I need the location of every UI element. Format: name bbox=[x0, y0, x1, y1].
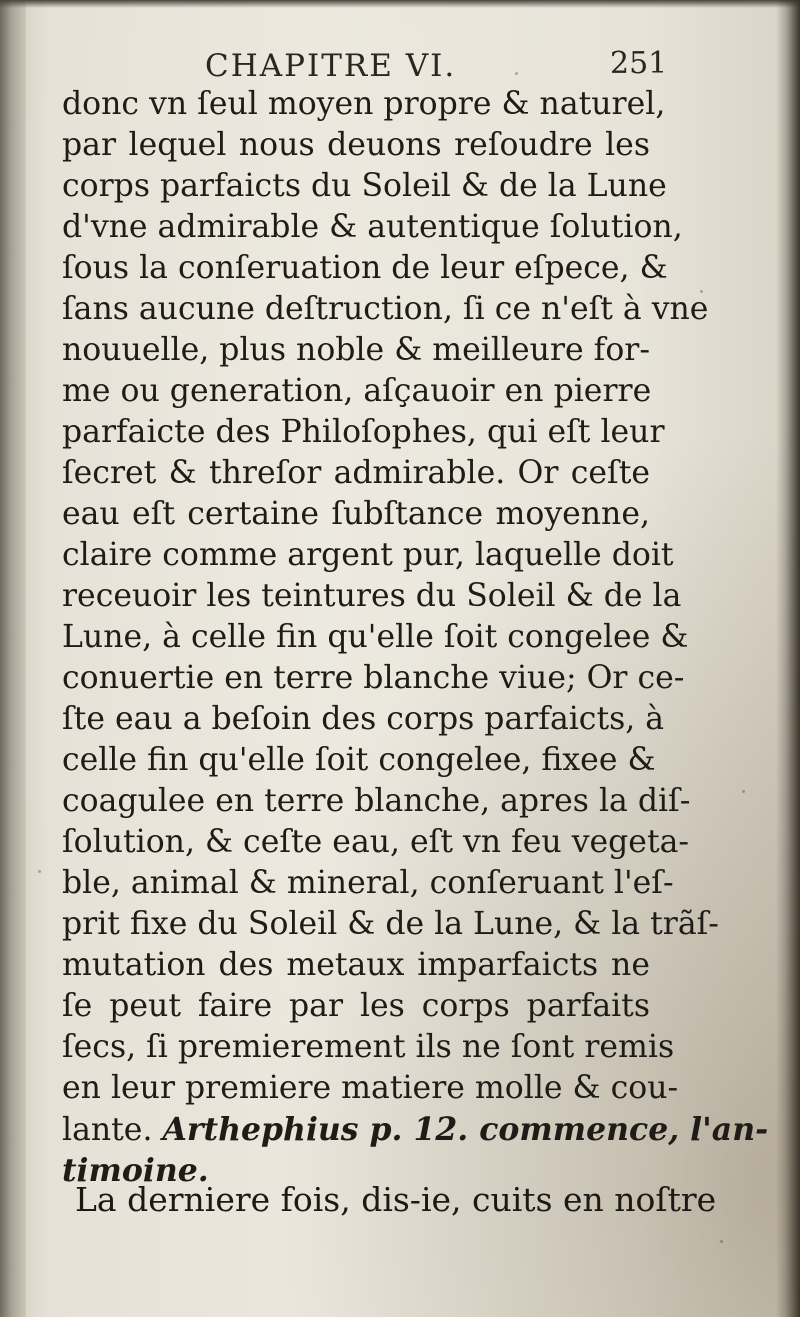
paper-speck bbox=[720, 1240, 723, 1243]
text-line: Lune, à celle fin qu'elle ſoit congelee & bbox=[62, 619, 689, 655]
text-line: ſecs, ſi premierement ils ne ſont remis bbox=[62, 1029, 675, 1065]
paper-speck bbox=[700, 290, 703, 293]
text-line: en leur premiere matiere molle & cou- bbox=[62, 1070, 679, 1106]
marginal-reference: Arthephius p. 12. commence, l'an- bbox=[162, 1111, 769, 1148]
paper-speck bbox=[515, 72, 518, 75]
text-fragment: lante. bbox=[62, 1112, 153, 1148]
text-line: coagulee en terre blanche, apres la diſ- bbox=[62, 783, 691, 819]
marginal-reference-end: timoine. bbox=[62, 1152, 209, 1189]
page-edge-shadow bbox=[776, 0, 800, 1317]
text-line: ſte eau a beſoin des corps parfaicts, à bbox=[62, 701, 665, 737]
text-line: ſecret & threſor admirable. Or ceſte bbox=[62, 455, 650, 491]
page-number: 251 bbox=[610, 46, 668, 81]
text-line: ſans aucune deſtruction, ſi ce n'eſt à vne bbox=[62, 291, 709, 327]
text-line: ble, animal & mineral, conſeruant l'eſ- bbox=[62, 865, 674, 901]
text-line: celle fin qu'elle ſoit congelee, fixee & bbox=[62, 742, 656, 778]
text-line: corps parfaicts du Soleil & de la Lune bbox=[62, 168, 667, 204]
text-line: par lequel nous deuons reſoudre les bbox=[62, 127, 650, 163]
text-line: prit fixe du Soleil & de la Lune, & la trãſ- bbox=[62, 906, 719, 942]
text-line: ſous la conſeruation de leur eſpece, & bbox=[62, 250, 668, 286]
text-line: d'vne admirable & autentique ſolution, bbox=[62, 209, 683, 245]
marginal-reference-line bbox=[62, 1109, 769, 1150]
body-text bbox=[62, 84, 769, 1191]
text-line: ſe peut faire par les corps parfaits bbox=[62, 988, 650, 1024]
paragraph-start-line: La derniere fois, dis-ie, cuits en noſtre bbox=[75, 1180, 717, 1219]
text-line: receuoir les teintures du Soleil & de la bbox=[62, 578, 682, 614]
paper-speck bbox=[742, 790, 745, 793]
page-top-shadow bbox=[0, 0, 800, 8]
text-line: nouuelle, plus noble & meilleure for- bbox=[62, 332, 650, 368]
text-line: me ou generation, aſçauoir en pierre bbox=[62, 373, 652, 409]
running-head: CHAPITRE VI. bbox=[205, 48, 457, 84]
text-line: conuertie en terre blanche viue; Or ce- bbox=[62, 660, 685, 696]
text-line: mutation des metaux imparfaicts ne bbox=[62, 947, 650, 983]
paper-speck bbox=[38, 870, 41, 873]
text-line: parfaicte des Philoſophes, qui eſt leur bbox=[62, 414, 665, 450]
page-gutter-shadow bbox=[0, 0, 26, 1317]
text-line: donc vn ſeul moyen propre & naturel, bbox=[62, 86, 666, 122]
text-line: ſolution, & ceſte eau, eſt vn feu vegeta- bbox=[62, 824, 690, 860]
text-line: claire comme argent pur, laquelle doit bbox=[62, 537, 674, 573]
text-line: eau eſt certaine ſubſtance moyenne, bbox=[62, 496, 650, 532]
